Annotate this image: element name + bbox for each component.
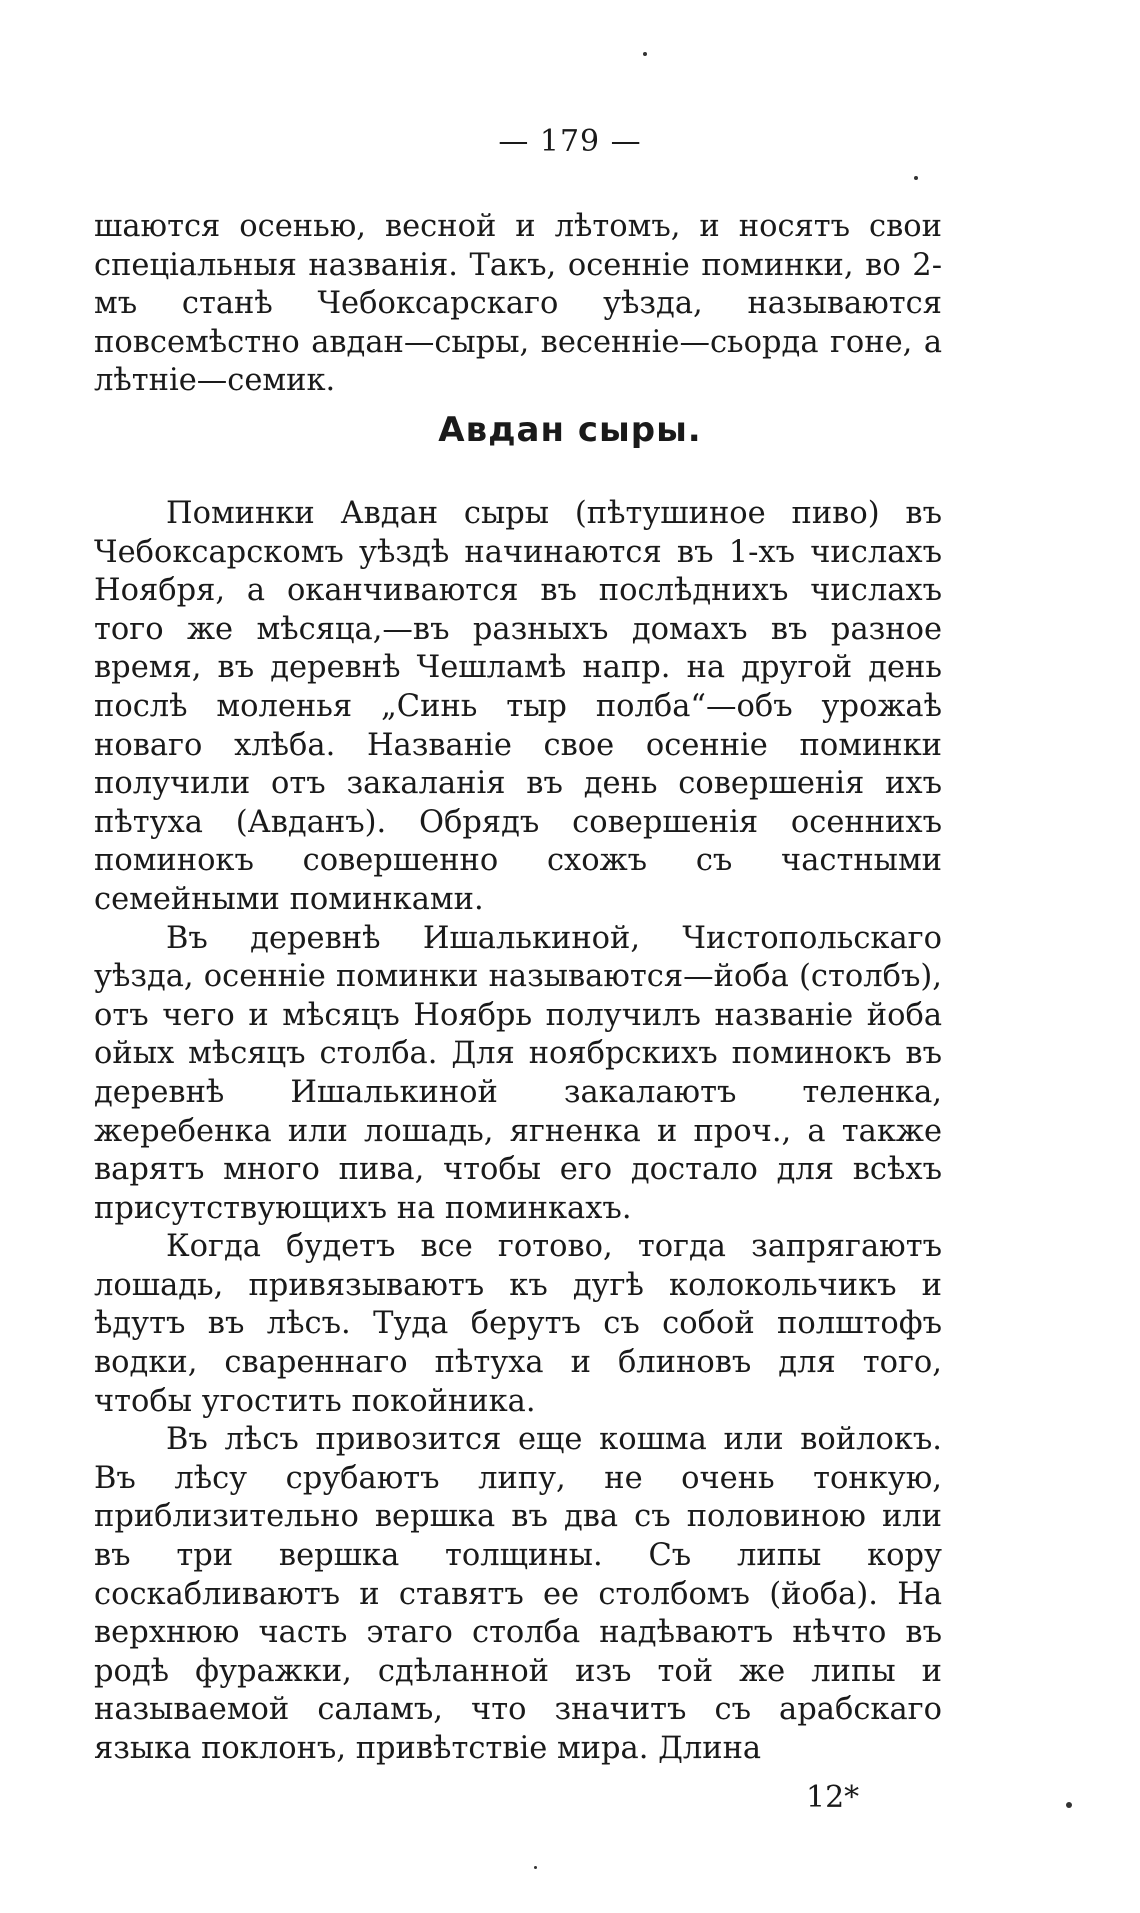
paragraph-2: Въ деревнѣ Ишалькиной, Чистопольскаго уѣзда, осенніе поминки называются—йоба (столбъ), отъ чего и мѣсяцъ Ноябрь получилъ названіе йоба ойых мѣсяцъ столба. Для ноябрскихъ поминокъ въ деревнѣ Ишалькиной закалаютъ теленка, жеребенка или лошадь, ягненка и проч., а также варятъ много пива, чтобы его достало для всѣхъ присутствующихъ на поминкахъ. <box>94 920 942 1226</box>
paragraph-1: Поминки Авдан сыры (пѣтушиное пиво) въ Чебоксарскомъ уѣздѣ начинаются въ 1-хъ числахъ Ноября, а оканчиваются въ послѣднихъ числахъ того же мѣсяца,—въ разныхъ домахъ въ разное время, въ деревнѣ Чешламѣ напр. на другой день послѣ моленья „Синь тыр полба“—объ урожаѣ новаго хлѣба. Названіе свое осенніе поминки получили отъ закаланія въ день совершенія ихъ пѣтуха (Авданъ). Обрядъ совершенія осеннихъ поминокъ совершенно схожъ съ частными семейными поминками. <box>94 496 942 917</box>
ink-speck <box>1066 1802 1072 1808</box>
section-heading: Авдан сыры. <box>438 410 702 450</box>
ink-speck <box>534 1866 537 1869</box>
intro-text <box>94 208 942 401</box>
section-body <box>94 495 942 1769</box>
paragraph-4: Въ лѣсъ привозится еще кошма или войлокъ. Въ лѣсу срубаютъ липу, не очень тонкую, приблизительно вершка въ два съ половиною или въ три вершка толщины. Съ липы кору соскабливаютъ и ставятъ ее столбомъ (йоба). На верхнюю часть этаго столба надѣваютъ нѣчто въ родѣ фуражки, сдѣланной изъ той же липы и называемой саламъ, что значитъ съ арабскаго языка поклонъ, привѣтствіе мира. Длина <box>94 1422 942 1766</box>
ink-speck <box>643 52 647 56</box>
signature-mark: 12* <box>806 1780 860 1815</box>
ink-speck <box>914 176 918 180</box>
paragraph-3: Когда будетъ все готово, тогда запрягаютъ лошадь, привязываютъ къ дугѣ колокольчикъ и ѣдутъ въ лѣсъ. Туда берутъ съ собой полштофъ водки, свареннаго пѣтуха и блиновъ для того, чтобы угостить покойника. <box>94 1229 942 1419</box>
intro-paragraph: шаются осенью, весной и лѣтомъ, и носятъ свои спеціальныя названія. Такъ, осенніе поминки, во 2-мъ станѣ Чебоксарскаго уѣзда, называются повсемѣстно авдан—сыры, весенніе—сьорда гоне, а лѣтніе—семик. <box>94 209 942 399</box>
page-number: — 179 — <box>498 124 642 159</box>
